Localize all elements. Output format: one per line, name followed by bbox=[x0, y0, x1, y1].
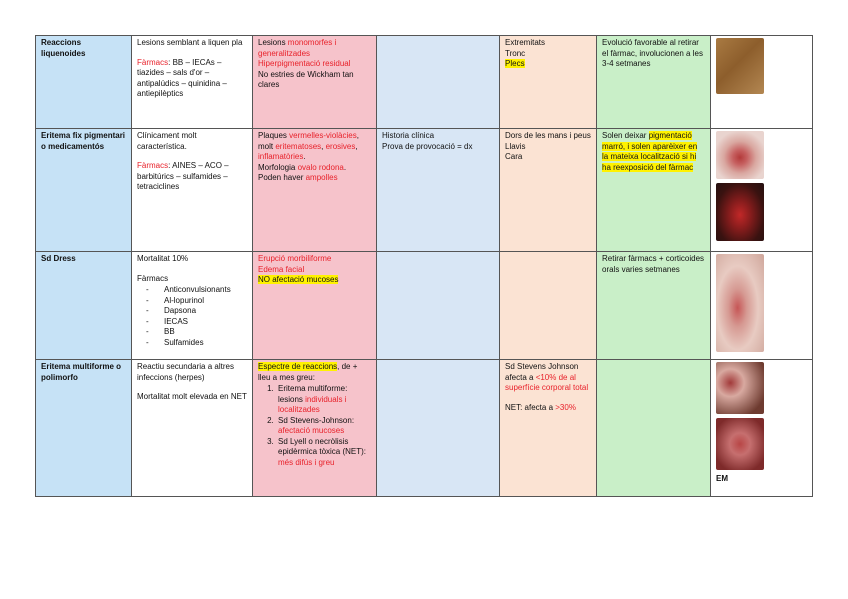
erythema-multiforme-hands-photo bbox=[716, 362, 764, 414]
reaction-name-cell: Eritema fix pigmentari o medicamentós bbox=[36, 129, 132, 252]
reaction-name-cell: Eritema multiforme o polimorfo bbox=[36, 360, 132, 497]
reaction-name-cell: Sd Dress bbox=[36, 252, 132, 360]
list-item: 2. Sd Stevens-Johnson: afectació mucoses bbox=[276, 416, 371, 437]
image-cell bbox=[711, 129, 813, 252]
table-row bbox=[36, 36, 813, 129]
evolution-cell: Evolució favorable al retirar el fàrmac, involucionen a les 3-4 setmanes bbox=[597, 36, 711, 129]
general-cell: Clínicament molt característica. Fàrmacs: AINES – ACO – barbitúrics – sulfamides – tetraciclines bbox=[132, 129, 253, 252]
general-cell: Mortalitat 10% Fàrmacs - Anticonvulsionants - Al-lopurinol - Dapsona - IECAS - BB - Sulfamides bbox=[132, 252, 253, 360]
lichenoid-skin-photo bbox=[716, 38, 764, 94]
diagnosis-cell bbox=[377, 36, 500, 129]
reaction-spectrum-list bbox=[258, 384, 371, 468]
dress-face-photo bbox=[716, 254, 764, 352]
diagnosis-cell: Historia clínica Prova de provocació = dx bbox=[377, 129, 500, 252]
drug-reactions-table bbox=[35, 35, 813, 497]
reaction-name-cell: Reaccions liquenoides bbox=[36, 36, 132, 129]
image-caption: EM bbox=[716, 474, 728, 483]
diagnosis-cell bbox=[377, 252, 500, 360]
list-item: - BB bbox=[146, 327, 247, 338]
list-item: 1. Eritema multiforme: lesions individuals i localitzades bbox=[276, 384, 371, 416]
table-row bbox=[36, 129, 813, 252]
list-item: - Anticonvulsionants bbox=[146, 285, 247, 296]
table-row bbox=[36, 360, 813, 497]
diagnosis-cell bbox=[377, 360, 500, 497]
table-row bbox=[36, 252, 813, 360]
image-cell bbox=[711, 36, 813, 129]
evolution-cell: Solen deixar pigmentació marró, i solen aparèixer en la mateixa localització si hi ha reexposició del fàrmac bbox=[597, 129, 711, 252]
lesions-cell: Erupció morbiliforme Edema facial NO afectació mucoses bbox=[253, 252, 377, 360]
general-cell: Reactiu secundaria a altres infeccions (herpes) Mortalitat molt elevada en NET bbox=[132, 360, 253, 497]
drug-list bbox=[137, 285, 247, 348]
image-cell bbox=[711, 360, 813, 497]
location-cell: Extremitats Tronc Plecs bbox=[500, 36, 597, 129]
lesions-cell: Lesions monomorfes i generalitzades Hiperpigmentació residual No estries de Wickham tan clares bbox=[253, 36, 377, 129]
list-item: - Sulfamides bbox=[146, 338, 247, 349]
image-cell bbox=[711, 252, 813, 360]
list-item: 3. Sd Lyell o necròlisis epidèrmica tòxica (NET): més difús i greu bbox=[276, 437, 371, 469]
location-cell bbox=[500, 252, 597, 360]
list-item: - Dapsona bbox=[146, 306, 247, 317]
erythema-multiforme-skin-photo bbox=[716, 418, 764, 470]
lesions-cell: Espectre de reaccions, de + lleu a mes greu: 1. Eritema multiforme: lesions individuals i localitzades 2. Sd Stevens-Johnson: afectació mucoses 3. Sd Lyell o necròlisis epidèrmica tòxica (NET): més difús i greu bbox=[253, 360, 377, 497]
lesions-cell: Plaques vermelles-violàcies, molt eritematoses, erosives, inflamatòries. Morfologia ovalo rodona. Poden haver ampolles bbox=[253, 129, 377, 252]
list-item: - Al-lopurinol bbox=[146, 296, 247, 307]
fixed-eruption-photo bbox=[716, 131, 764, 179]
location-cell: Dors de les mans i peus Llavis Cara bbox=[500, 129, 597, 252]
evolution-cell: Retirar fàrmacs + corticoides orals varies setmanes bbox=[597, 252, 711, 360]
location-cell: Sd Stevens Johnson afecta a <10% de al superfície corporal total NET: afecta a >30% bbox=[500, 360, 597, 497]
general-cell: Lesions semblant a liquen pla Fàrmacs: BB – IECAs – tiazides – sals d'or – antipalúdics – quinidina – antiepilèptics bbox=[132, 36, 253, 129]
list-item: - IECAS bbox=[146, 317, 247, 328]
evolution-cell bbox=[597, 360, 711, 497]
fixed-eruption-lip-photo bbox=[716, 183, 764, 241]
